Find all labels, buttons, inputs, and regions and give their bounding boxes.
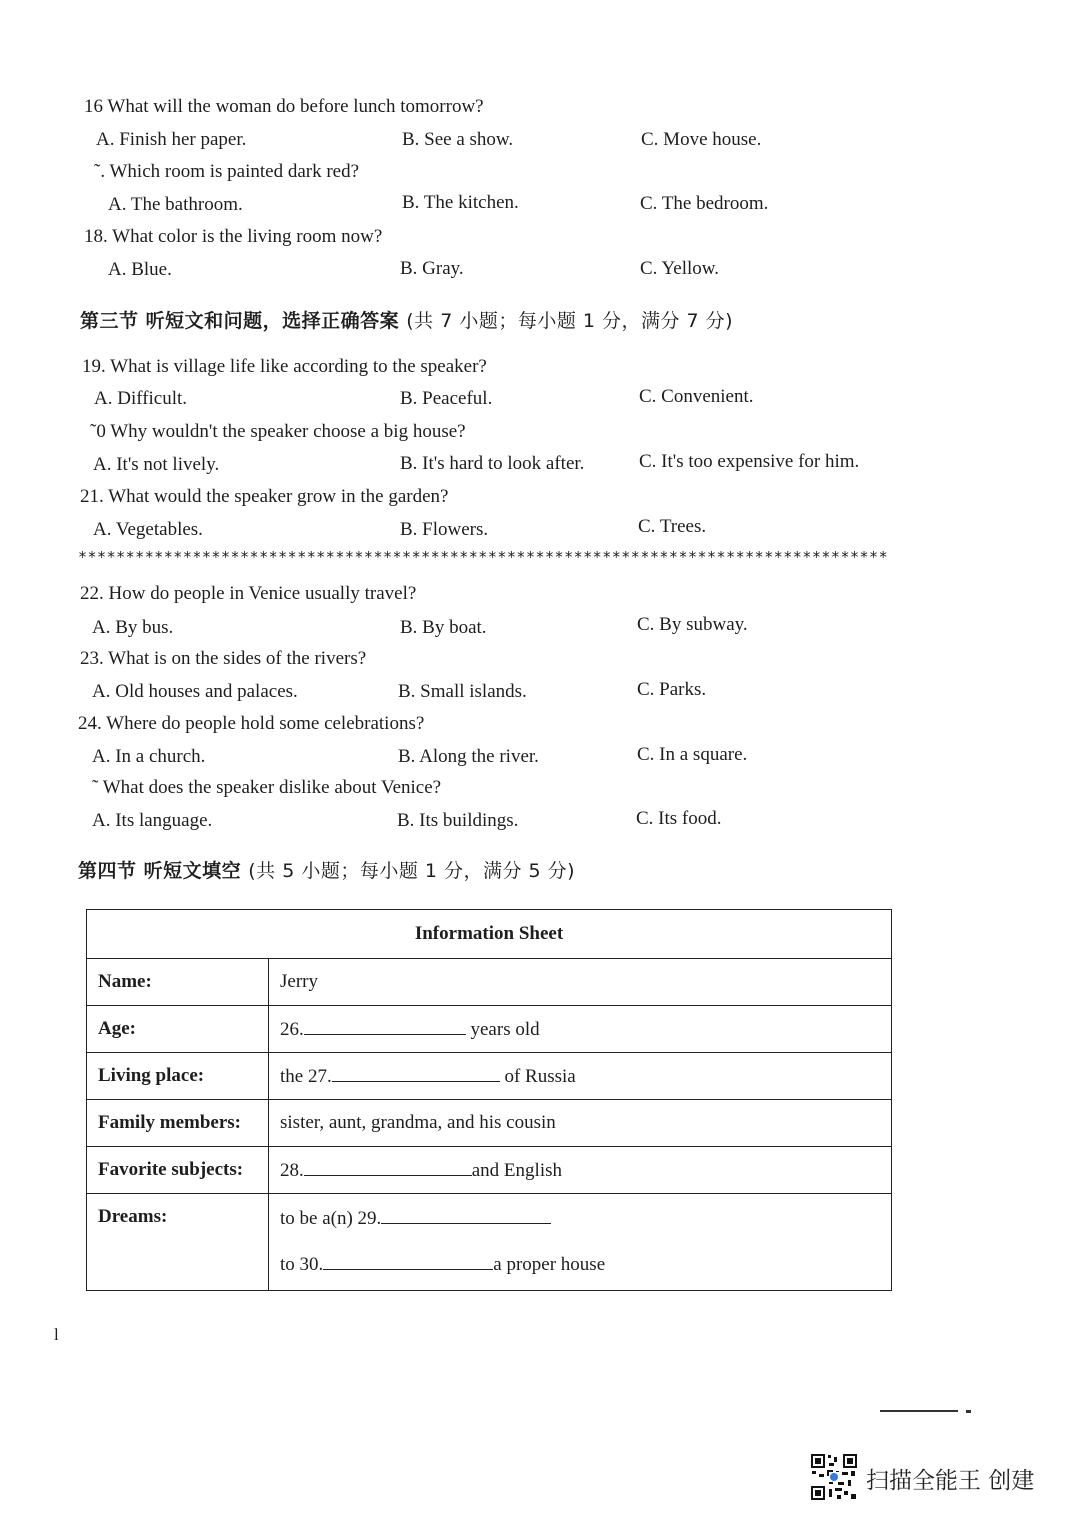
option-24-c: C. In a square.	[637, 744, 748, 765]
question-23: 23. What is on the sides of the rivers?	[80, 648, 367, 669]
dream1-prefix: to be a(n) 29.	[280, 1208, 382, 1229]
separator-stars: *************************************************************************************	[78, 548, 889, 566]
row-value-dreams	[269, 1194, 892, 1291]
option-18-c: C. Yellow.	[640, 258, 720, 279]
living-prefix: the 27.	[280, 1065, 332, 1087]
option-19-c: C. Convenient.	[639, 386, 754, 407]
option-23-c: C. Parks.	[637, 679, 707, 700]
question-19: 19. What is village life like according to the speaker?	[82, 356, 487, 377]
family-value: sister, aunt, grandma, and his cousin	[280, 1112, 556, 1133]
table-header-row	[87, 910, 892, 959]
section-3-title: 第三节 听短文和问题，选择正确答案	[80, 310, 400, 332]
blank-30[interactable]	[323, 1253, 493, 1270]
dream-line-2	[280, 1242, 891, 1288]
blank-26[interactable]	[304, 1018, 466, 1035]
section-4-title: 第四节 听短文填空	[78, 860, 242, 882]
option-22-c: C. By subway.	[637, 614, 748, 635]
question-17: ˜. Which room is painted dark red?	[94, 161, 360, 182]
option-18-a: A. Blue.	[108, 259, 172, 280]
option-20-a: A. It's not lively.	[93, 454, 220, 475]
row-value-age	[269, 1006, 892, 1053]
dream-line-1	[280, 1196, 891, 1242]
subjects-suffix: and English	[471, 1159, 562, 1181]
row-label-name: Name:	[87, 959, 269, 1006]
option-18-b: B. Gray.	[400, 258, 464, 279]
table-row	[87, 1100, 892, 1147]
table-row	[87, 1053, 892, 1100]
option-23-a: A. Old houses and palaces.	[92, 681, 298, 702]
age-suffix: years old	[465, 1018, 540, 1040]
option-22-a: A. By bus.	[92, 617, 174, 638]
question-22: 22. How do people in Venice usually travel?	[80, 583, 417, 604]
age-number: 26.	[280, 1018, 304, 1040]
corner-mark: l	[54, 1325, 59, 1344]
option-23-b: B. Small islands.	[398, 681, 527, 702]
table-row	[87, 959, 892, 1006]
option-22-b: B. By boat.	[400, 617, 487, 638]
question-20: ˜0 Why wouldn't the speaker choose a big house?	[90, 421, 466, 442]
row-label-family: Family members:	[87, 1100, 269, 1147]
table-title: Information Sheet	[87, 910, 892, 959]
option-16-a: A. Finish her paper.	[96, 129, 247, 150]
blank-29[interactable]	[381, 1207, 551, 1224]
option-16-b: B. See a show.	[402, 129, 514, 150]
question-18: 18. What color is the living room now?	[84, 226, 383, 247]
option-19-b: B. Peaceful.	[400, 388, 493, 409]
scanner-watermark: 扫描全能王 创建	[866, 1468, 1035, 1494]
table-row	[87, 1194, 892, 1291]
name-value: Jerry	[280, 971, 318, 992]
option-21-c: C. Trees.	[638, 516, 707, 537]
question-21: 21. What would the speaker grow in the garden?	[80, 486, 449, 507]
row-label-age: Age:	[87, 1006, 269, 1053]
dream2-suffix: a proper house	[493, 1254, 606, 1275]
dream2-prefix: to 30.	[280, 1254, 324, 1275]
option-17-b: B. The kitchen.	[402, 192, 519, 213]
page-dash	[880, 1410, 958, 1412]
option-16-c: C. Move house.	[641, 129, 762, 150]
option-25-a: A. Its language.	[92, 810, 213, 831]
section-3-header	[80, 306, 733, 333]
row-value-name	[269, 959, 892, 1006]
blank-27[interactable]	[332, 1065, 500, 1082]
option-24-b: B. Along the river.	[398, 746, 539, 767]
row-value-living-place	[269, 1053, 892, 1100]
section-4-note: (共 5 小题；每小题 1 分，满分 5 分)	[248, 860, 576, 882]
option-17-a: A. The bathroom.	[108, 194, 243, 215]
option-20-c: C. It's too expensive for him.	[639, 451, 860, 472]
option-24-a: A. In a church.	[92, 746, 206, 767]
living-suffix: of Russia	[499, 1065, 576, 1087]
information-sheet-table	[86, 909, 892, 1291]
table-row	[87, 1147, 892, 1194]
page-dash-dot	[966, 1410, 971, 1413]
option-25-c: C. Its food.	[636, 808, 722, 829]
row-value-subjects	[269, 1147, 892, 1194]
section-3-note: (共 7 小题；每小题 1 分，满分 7 分)	[406, 310, 734, 332]
question-16: 16 What will the woman do before lunch tomorrow?	[84, 96, 484, 117]
section-4-header	[78, 856, 575, 883]
option-21-a: A. Vegetables.	[93, 519, 203, 540]
blank-28[interactable]	[304, 1159, 472, 1176]
option-17-c: C. The bedroom.	[640, 193, 769, 214]
row-label-subjects: Favorite subjects:	[87, 1147, 269, 1194]
question-24: 24. Where do people hold some celebrations?	[78, 713, 425, 734]
row-label-dreams: Dreams:	[87, 1194, 269, 1291]
row-value-family	[269, 1100, 892, 1147]
option-20-b: B. It's hard to look after.	[400, 453, 585, 474]
qr-code-icon	[810, 1453, 858, 1501]
subjects-number: 28.	[280, 1159, 304, 1181]
table-row	[87, 1006, 892, 1053]
option-19-a: A. Difficult.	[94, 388, 188, 409]
option-25-b: B. Its buildings.	[397, 810, 519, 831]
row-label-living-place: Living place:	[87, 1053, 269, 1100]
option-21-b: B. Flowers.	[400, 519, 489, 540]
question-25: ˜ What does the speaker dislike about Venice?	[92, 777, 442, 798]
